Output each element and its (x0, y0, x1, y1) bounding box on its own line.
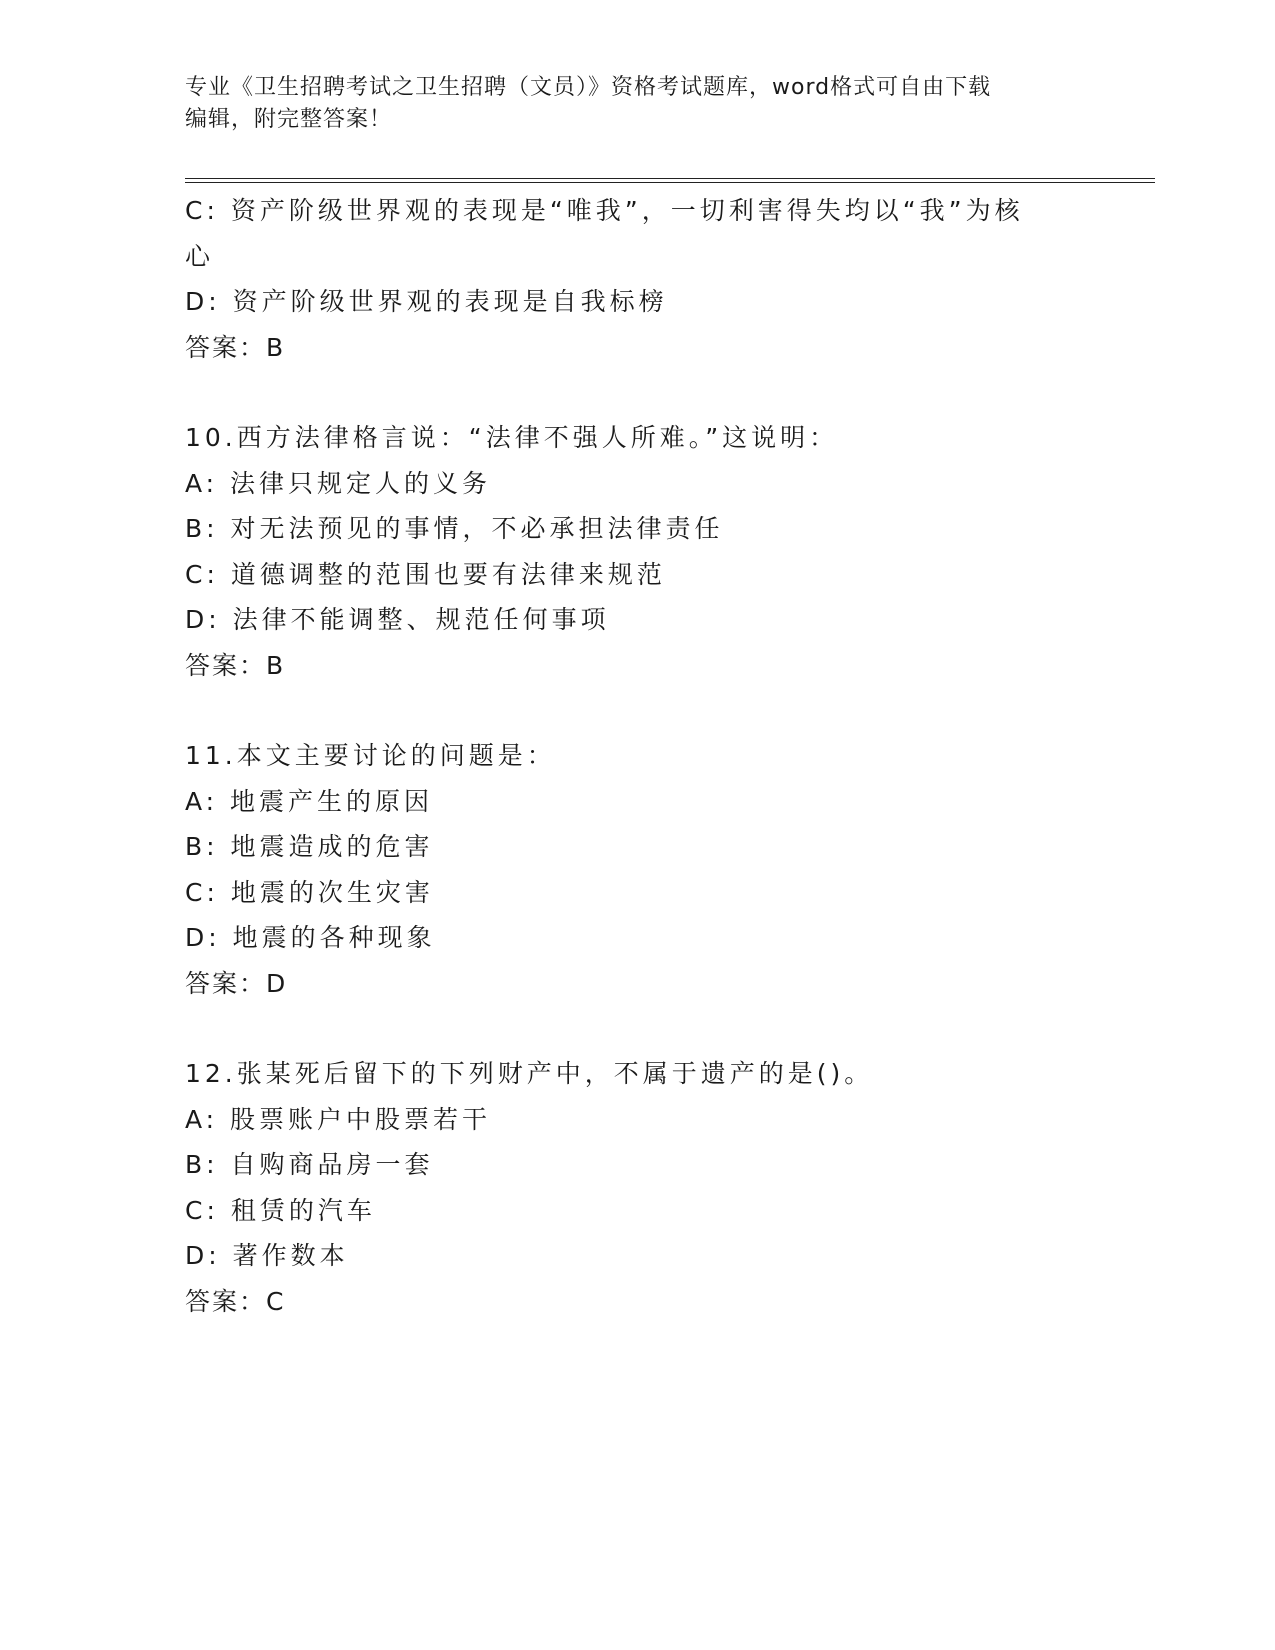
option-d: D: 法律不能调整、规范任何事项 (185, 605, 610, 634)
spacer (185, 370, 1085, 415)
document-header (185, 72, 1085, 136)
option-d: D: 地震的各种现象 (185, 923, 436, 952)
answer: 答案：C (185, 1286, 286, 1316)
header-line-1: 专业《卫生招聘考试之卫生招聘（文员）》资格考试题库，word格式可自由下载 (185, 75, 992, 100)
question-9-tail (185, 188, 1085, 370)
option-b: B: 对无法预见的事情，不必承担法律责任 (185, 514, 724, 543)
option-c: C: 地震的次生灾害 (185, 877, 434, 907)
header-line-2: 编辑，附完整答案！ (185, 107, 393, 132)
answer: 答案：B (185, 650, 286, 680)
option-d: D: 著作数本 (185, 1241, 349, 1270)
question-list (185, 188, 1085, 1324)
option-c: C: 资产阶级世界观的表现是“唯我”，一切利害得失均以“我”为核 (185, 196, 1024, 225)
option-c: C: 道德调整的范围也要有法律来规范 (185, 559, 666, 589)
question-11 (185, 733, 1085, 1006)
option-c-continued: 心 (185, 241, 215, 271)
answer: 答案：B (185, 332, 286, 362)
question-10 (185, 415, 1085, 688)
option-a: A: 股票账户中股票若干 (185, 1104, 492, 1134)
header-divider-bottom (185, 182, 1155, 183)
question-stem: 12.张某死后留下的下列财产中，不属于遗产的是()。 (185, 1059, 874, 1088)
option-b: B: 地震造成的危害 (185, 832, 434, 861)
question-12 (185, 1051, 1085, 1324)
option-a: A: 法律只规定人的义务 (185, 468, 492, 498)
question-stem: 10.西方法律格言说：“法律不强人所难。”这说明： (185, 423, 839, 452)
question-stem: 11.本文主要讨论的问题是： (185, 741, 556, 770)
option-a: A: 地震产生的原因 (185, 786, 434, 816)
option-c: C: 租赁的汽车 (185, 1195, 376, 1225)
header-divider-top (185, 178, 1155, 179)
answer: 答案：D (185, 968, 288, 998)
option-b: B: 自购商品房一套 (185, 1150, 434, 1179)
option-d: D: 资产阶级世界观的表现是自我标榜 (185, 287, 668, 316)
spacer (185, 1006, 1085, 1051)
spacer (185, 688, 1085, 733)
